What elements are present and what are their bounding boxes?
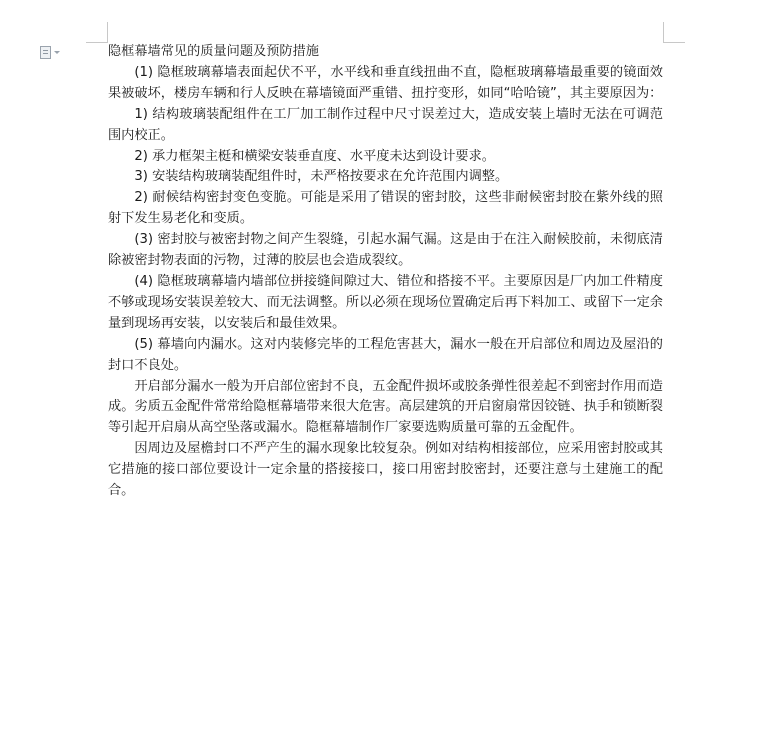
document-icon xyxy=(40,46,51,59)
paragraph: (3) 密封胶与被密封物之间产生裂缝，引起水漏气漏。这是由于在注入耐候胶前，未彻底清除被密封物表面的污物，过薄的胶层也会造成裂纹。 xyxy=(108,232,663,269)
paragraph: 2) 承力框架主梃和横梁安装垂直度、水平度未达到设计要求。 xyxy=(134,148,495,164)
paragraph: (4) 隐框玻璃幕墙内墙部位拼接缝间隙过大、错位和搭接不平。主要原因是厂内加工件精度不够或现场安装误差较大、而无法调整。所以必须在现场位置确定后再下料加工、或留下一定余量到现场再安装，以安装后和最佳效果。 xyxy=(108,273,663,331)
paragraph: 开启部分漏水一般为开启部位密封不良，五金配件损坏或胶条弹性很差起不到密封作用而造成。劣质五金配件常常给隐框幕墙带来很大危害。高层建筑的开启窗扇常因铰链、执手和锁断裂等引起开启扇从高空坠落或漏水。隐框幕墙制作厂家要选购质量可靠的五金配件。 xyxy=(108,378,663,436)
paragraph: 因周边及屋檐封口不严产生的漏水现象比较复杂。例如对结构相接部位，应采用密封胶或其它措施的接口部位要设计一定余量的搭接接口，接口用密封胶密封，还要注意与土建施工的配合。 xyxy=(108,441,663,499)
crop-mark-top-left-horizontal xyxy=(86,42,108,43)
crop-mark-top-right-vertical xyxy=(663,22,664,42)
paragraph: 1) 结构玻璃装配组件在工厂加工制作过程中尺寸误差过大，造成安装上墙时无法在可调范围内校正。 xyxy=(108,106,663,143)
document-body[interactable] xyxy=(108,42,663,502)
crop-mark-top-right-horizontal xyxy=(663,42,685,43)
paragraph: (5) 幕墙向内漏水。这对内装修完毕的工程危害甚大，漏水一般在开启部位和周边及屋沿的封口不良处。 xyxy=(108,336,663,373)
document-title: 隐框幕墙常见的质量问题及预防措施 xyxy=(108,44,319,59)
chevron-down-icon xyxy=(54,51,60,54)
document-menu-button[interactable] xyxy=(40,44,70,60)
crop-mark-top-left-vertical xyxy=(107,22,108,42)
paragraph: 2) 耐候结构密封变色变脆。可能是采用了错误的密封胶，这些非耐候密封胶在紫外线的照射下发生易老化和变质。 xyxy=(108,190,663,227)
paragraph: 3) 安装结构玻璃装配组件时，未严格按要求在允许范围内调整。 xyxy=(134,169,509,185)
paragraph: (1) 隐框玻璃幕墙表面起伏不平，水平线和垂直线扭曲不直，隐框玻璃幕墙最重要的镜面效果被破坏，楼房车辆和行人反映在幕墙镜面严重错、扭拧变形，如同“哈哈镜”，其主要原因为： xyxy=(108,64,663,101)
